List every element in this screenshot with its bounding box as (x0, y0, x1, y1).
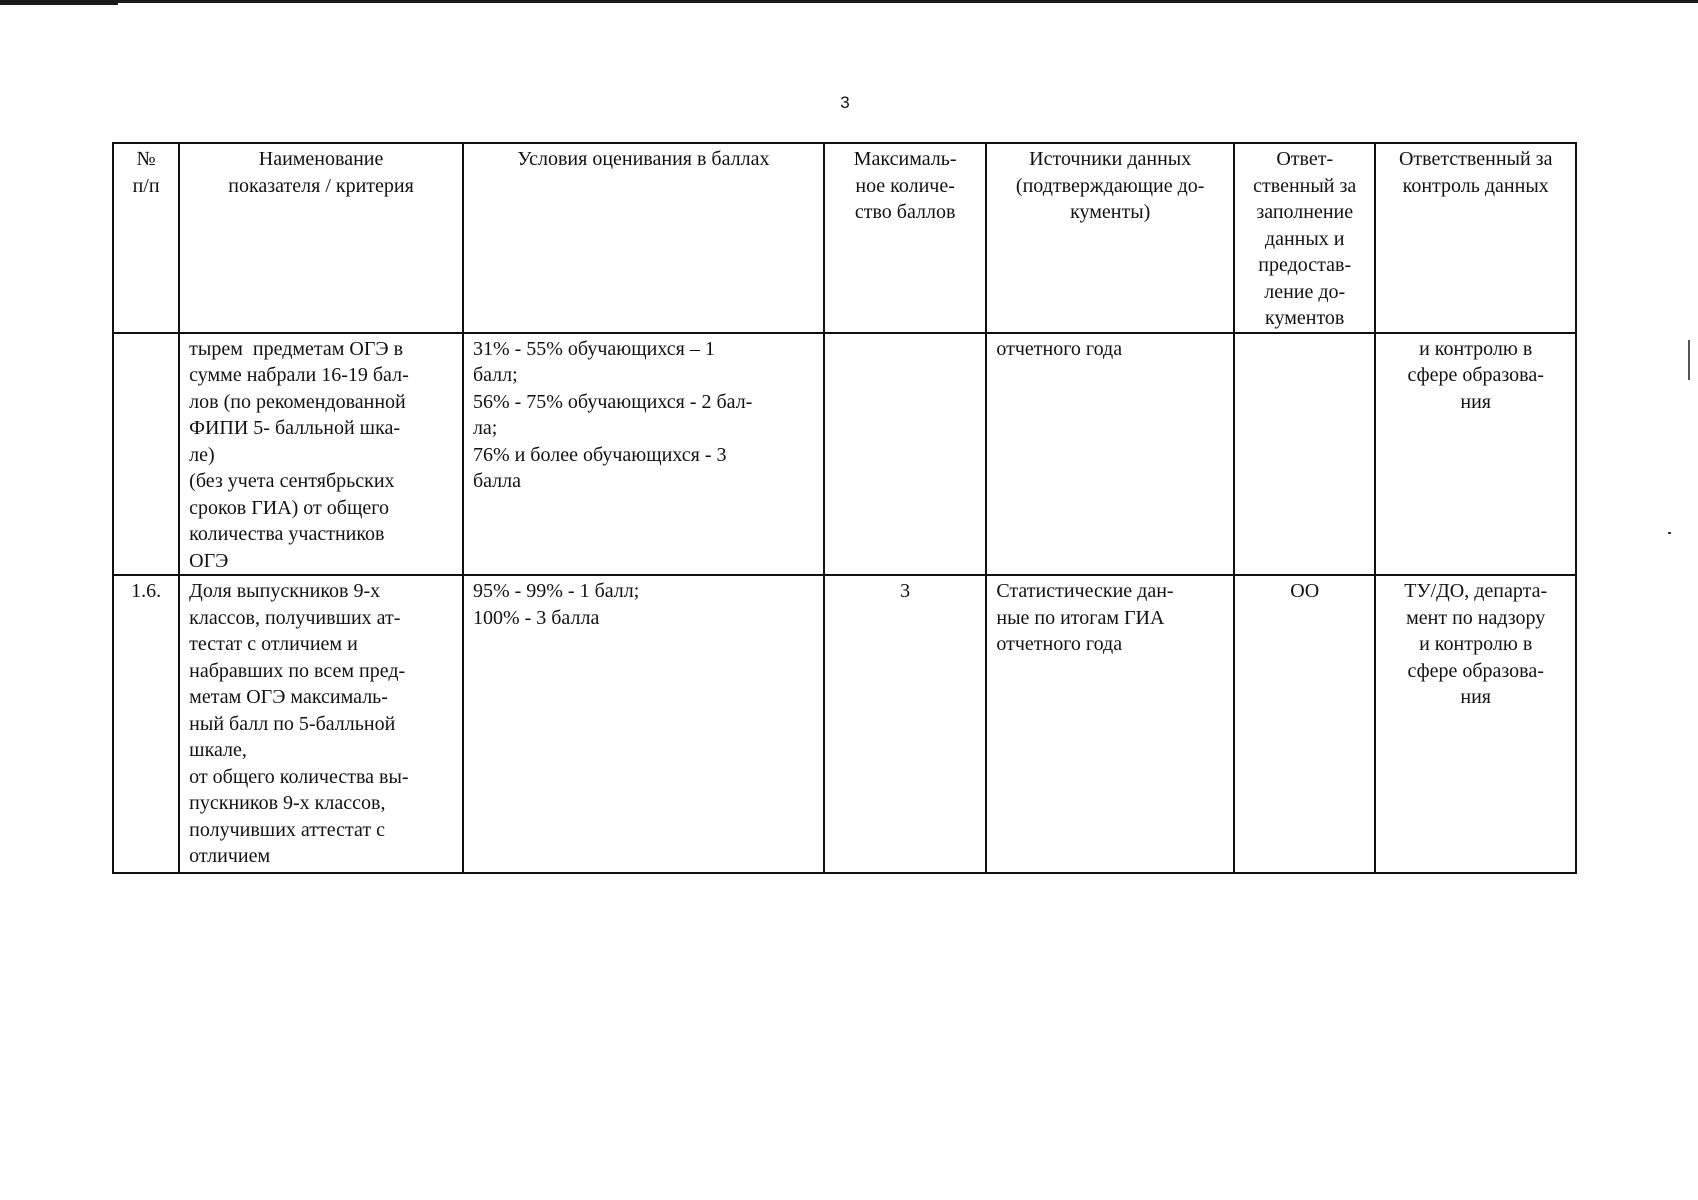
cell-number (113, 333, 179, 576)
cell-text-line: п/п (132, 174, 160, 197)
cell-text-line: балл; (472, 364, 518, 386)
cell-responsible-fill (1234, 575, 1375, 873)
cell-text-line: контроль данных (1402, 174, 1549, 197)
cell-text-line: сфере образова- (1407, 659, 1544, 682)
cell-text-line: Доля выпускников 9-х (189, 580, 381, 602)
cell-text-line: метам ОГЭ максималь- (189, 686, 388, 708)
cell-text-line: ОГЭ (189, 549, 229, 572)
cell-text-line: 95% - 99% - 1 балл; (472, 580, 640, 602)
cell-text-line: заполнение (1256, 201, 1354, 223)
page-number: 3 (840, 93, 850, 112)
criteria-table (112, 142, 1577, 874)
cell-indicator-name (179, 333, 463, 576)
cell-text-line: Ответственный за (1398, 148, 1553, 170)
cell-text-line: количества участников (189, 523, 385, 545)
table-header-row (113, 143, 1576, 333)
table-row (113, 575, 1576, 873)
cell-text-line: 31% - 55% обучающихся – 1 (472, 337, 715, 360)
header-cell-max-points (824, 143, 986, 333)
cell-responsible-control (1375, 575, 1576, 873)
cell-data-sources (986, 575, 1234, 873)
cell-text-line: шкале, (189, 739, 247, 761)
scan-top-dash (0, 3, 118, 5)
header-cell-conditions (463, 143, 824, 333)
cell-text-line: сумме набрали 16-19 бал- (189, 364, 409, 386)
cell-text-line: от общего количества вы- (189, 765, 409, 788)
cell-data-sources (986, 333, 1234, 576)
cell-max-points (824, 333, 986, 576)
cell-text-line: мент по надзору (1406, 606, 1546, 629)
cell-text-line: Статистические дан- (996, 580, 1174, 602)
cell-text-line: классов, получивших ат- (189, 606, 401, 629)
cell-text-line: кументов (1265, 307, 1345, 329)
cell-text-line: данных и (1264, 227, 1345, 250)
cell-indicator-name (179, 575, 463, 873)
scan-dot (1668, 532, 1671, 534)
cell-text-line: ния (1460, 686, 1491, 708)
cell-text-line: предостав- (1258, 254, 1352, 276)
cell-text-line: 76% и более обучающихся - 3 (472, 443, 727, 466)
cell-text-line: Максималь- (853, 148, 957, 170)
cell-text-line: ление до- (1264, 280, 1346, 303)
cell-text-line: получивших аттестат с (189, 818, 385, 841)
cell-text-line: № (136, 148, 156, 170)
cell-text-line: отчетного года (996, 633, 1123, 655)
cell-text-line: 56% - 75% обучающихся - 2 бал- (472, 390, 753, 413)
header-cell-responsible-control (1375, 143, 1576, 333)
cell-number (113, 575, 179, 873)
cell-text-line: ОО (1290, 580, 1320, 602)
cell-text-line: (подтверждающие до- (1015, 174, 1205, 197)
cell-text-line: пускников 9-х классов, (189, 792, 386, 814)
cell-text-line: ный балл по 5-балльной (189, 712, 396, 735)
cell-text-line: тестат с отличием и (189, 633, 358, 655)
cell-text-line: ле) (189, 443, 215, 466)
cell-text-line: лов (по рекомендованной (189, 390, 406, 413)
cell-text-line: и контролю в (1419, 337, 1533, 360)
cell-text-line: Источники данных (1029, 148, 1192, 170)
cell-text-line: сфере образова- (1407, 364, 1544, 386)
cell-text-line: ство баллов (854, 201, 956, 223)
cell-responsible-fill (1234, 333, 1375, 576)
cell-text-line: ное количе- (855, 174, 955, 197)
cell-text-line: кументы) (1070, 201, 1151, 223)
header-cell-indicator-name (179, 143, 463, 333)
cell-max-points (824, 575, 986, 873)
cell-text-line: ТУ/ДО, департа- (1404, 580, 1548, 602)
header-cell-number (113, 143, 179, 333)
header-cell-responsible-fill (1234, 143, 1375, 333)
scan-edge-mark (1688, 340, 1690, 380)
cell-text-line: ФИПИ 5- балльной шка- (189, 417, 401, 439)
cell-text-line: набравших по всем пред- (189, 659, 406, 682)
cell-text-line: Наименование (258, 148, 384, 170)
cell-text-line: и контролю в (1419, 633, 1533, 655)
cell-responsible-control (1375, 333, 1576, 576)
cell-conditions (463, 575, 824, 873)
cell-text-line: отличием (189, 845, 271, 867)
cell-text-line: Условия оценивания в баллах (517, 148, 770, 170)
cell-text-line: ственный за (1253, 174, 1357, 197)
cell-text-line: ные по итогам ГИА (996, 606, 1165, 629)
cell-text-line: показателя / критерия (228, 174, 414, 197)
cell-text-line: 1.6. (131, 580, 162, 602)
table-row (113, 333, 1576, 576)
cell-text-line: 3 (900, 580, 911, 602)
cell-text-line: сроков ГИА) от общего (189, 496, 389, 519)
cell-text-line: ла; (472, 417, 498, 439)
header-cell-data-sources (986, 143, 1234, 333)
scan-top-border (0, 0, 1698, 3)
cell-text-line: тырем предметам ОГЭ в (189, 337, 404, 360)
cell-text-line: 100% - 3 балла (472, 606, 600, 629)
cell-text-line: Ответ- (1276, 148, 1334, 170)
cell-text-line: (без учета сентябрьских (189, 470, 395, 492)
cell-conditions (463, 333, 824, 576)
cell-text-line: ния (1460, 390, 1491, 413)
cell-text-line: балла (472, 470, 522, 492)
cell-text-line: отчетного года (996, 337, 1123, 360)
